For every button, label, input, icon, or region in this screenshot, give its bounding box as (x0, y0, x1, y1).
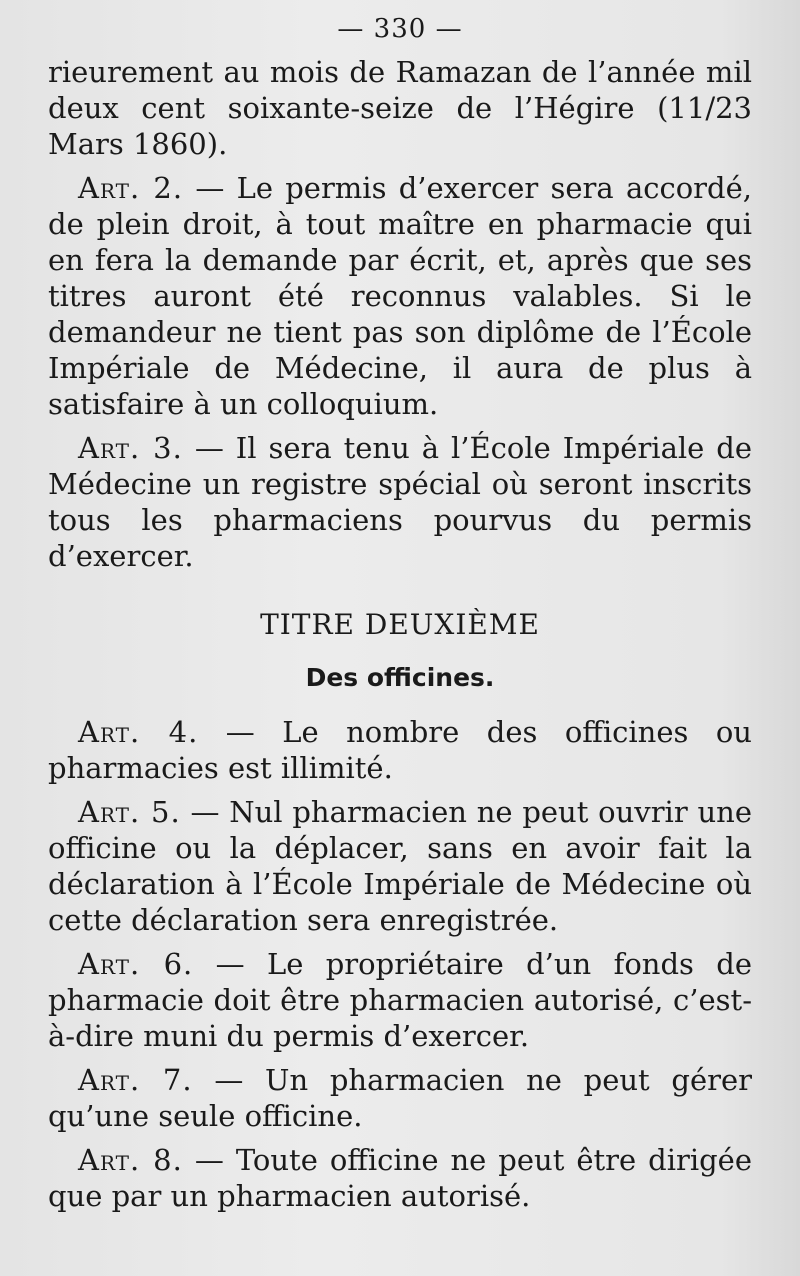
article-label: Art. 6. (78, 947, 194, 981)
article-label: Art. 2. (78, 171, 184, 205)
article-text: — Il sera tenu à l’École Impériale de Médecine un registre spécial où seront inscrits tous les pharmaciens pourvus du permis d’exercer. (48, 431, 752, 573)
section-subtitle: Des officines. (305, 663, 495, 692)
article-7 (48, 1062, 752, 1134)
article-6 (48, 946, 752, 1054)
article-text: — Le propriétaire d’un fonds de pharmacie doit être pharmacien autorisé, c’est-à-dire muni du permis d’exercer. (48, 947, 752, 1053)
article-text: — Toute officine ne peut être dirigée que par un pharmacien autorisé. (48, 1143, 753, 1213)
article-text: — Le permis d’exercer sera accordé, de plein droit, à tout maître en pharmacie qui en fera la demande par écrit, et, après que ses titres auront été reconnus valables. Si le demandeur ne tient pas son diplôme de l’École Impériale de Médecine, il aura de plus à satisfaire à un colloquium. (48, 171, 752, 421)
intro-paragraph: rieurement au mois de Ramazan de l’année mil deux cent soixante-seize de l’Hégire (11/23 Mars 1860). (48, 55, 752, 161)
article-3 (48, 430, 752, 574)
article-5 (48, 794, 752, 938)
section-title: TITRE DEUXIÈME (260, 608, 540, 641)
article-label: Art. 5. (78, 795, 181, 829)
article-2 (48, 170, 752, 422)
article-label: Art. 4. (78, 715, 199, 749)
article-label: Art. 8. (78, 1143, 183, 1177)
article-8 (48, 1142, 752, 1214)
article-label: Art. 7. (78, 1063, 193, 1097)
article-text: — Nul pharmacien ne peut ouvrir une officine ou la déplacer, sans en avoir fait la déclaration à l’École Impériale de Médecine où cette déclaration sera enregistrée. (48, 795, 752, 937)
article-text: — Le nombre des officines ou pharmacies est illimité. (48, 715, 752, 785)
article-text: — Un pharmacien ne peut gérer qu’une seule officine. (48, 1063, 753, 1133)
page-number: — 330 — (337, 14, 463, 44)
article-label: Art. 3. (78, 431, 183, 465)
article-4 (48, 714, 752, 786)
